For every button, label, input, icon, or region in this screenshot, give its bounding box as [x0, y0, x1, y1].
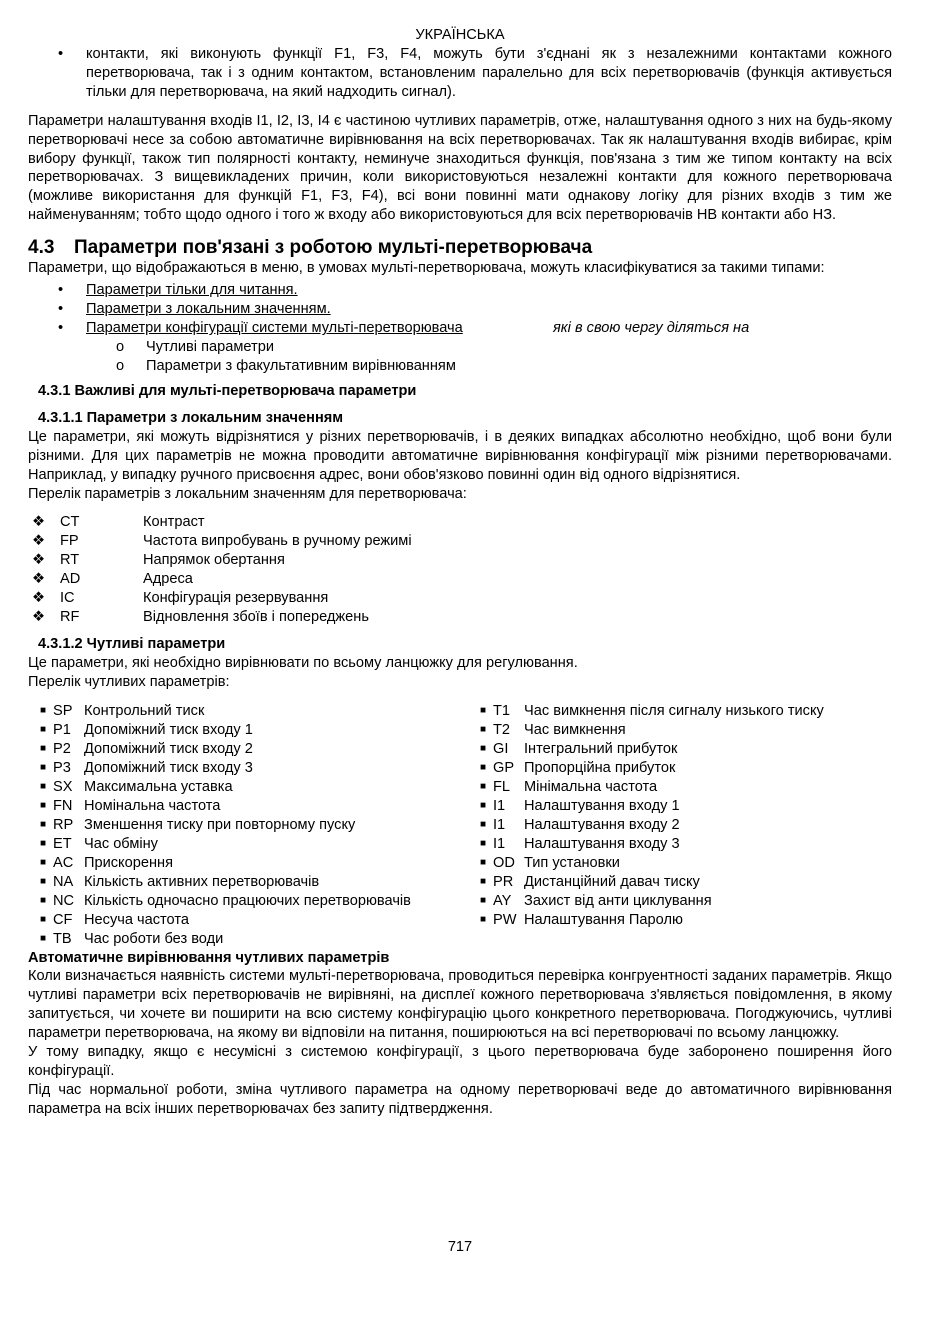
param-desc: Відновлення збоїв і попереджень — [143, 608, 369, 625]
list-item — [40, 740, 460, 759]
types-note: які в свою чергу діляться на — [553, 320, 750, 337]
param-desc: Дистанційний давач тиску — [524, 873, 700, 890]
param-code: RF — [60, 608, 80, 625]
type-multi-config: Параметри конфігурації системи мульті-перетворювача — [86, 320, 463, 337]
square-bullet-icon: ■ — [480, 837, 487, 849]
param-desc: Налаштування Паролю — [524, 911, 683, 928]
param-desc: Конфігурація резервування — [143, 589, 329, 606]
list-item — [40, 930, 460, 949]
param-desc: Частота випробувань в ручному режимі — [143, 532, 412, 549]
sensitive-params-list-intro: Перелік чутливих параметрів: — [28, 673, 230, 690]
bullet-icon: • — [58, 282, 64, 299]
auto-align-paragraph-3: Під час нормальної роботи, зміна чутливого параметра на одному перетворювачі веде до автоматичного вирівнювання параметра на всіх інших перетворювачах без запиту підтвердження. — [28, 1081, 892, 1117]
param-desc: Час вимкнення — [524, 721, 626, 738]
param-code: PR — [493, 873, 514, 890]
list-item — [40, 797, 460, 816]
param-desc: Пропорційна прибуток — [524, 759, 676, 776]
list-item — [480, 835, 900, 854]
list-item — [28, 589, 892, 608]
square-bullet-icon: ■ — [480, 742, 487, 754]
param-desc: Напрямок обертання — [143, 551, 285, 568]
param-code: P2 — [53, 740, 71, 757]
param-code: CT — [60, 513, 80, 530]
sensitive-params-paragraph: Це параметри, які необхідно вирівнювати по всьому ланцюжку для регулювання. — [28, 654, 578, 671]
param-code: T1 — [493, 702, 511, 719]
list-item — [28, 570, 892, 589]
param-code: GP — [493, 759, 515, 776]
list-item — [40, 759, 460, 778]
square-bullet-icon: ■ — [40, 818, 47, 830]
inputs-paragraph: Параметри налаштування входів I1, I2, I3, I4 є частиною чутливих параметрів, отже, налаштування одного з них на будь-якому перетворювачі несе за собою автоматичне вирівнювання на всіх перетворювачах. Так як налаштування входів вибирає, крім вибору функції, також тип полярності контакту, неминуче знаходиться функція, пов'язана з тим же типом контакту на всіх перетворювачах. З вищевикладених причин, коли використовуються незалежні контакти для кожного перетворювача (можливе використання для функцій F1, F3, F4), всі вони повинні мати однакову логіку для різних входів з тим же найменуванням; тобто щодо одного і того ж входу або використовуються для всіх перетворювачів НВ контакти або НЗ. — [28, 112, 892, 224]
param-desc: Час роботи без води — [84, 930, 224, 947]
param-desc: Мінімальна частота — [524, 778, 658, 795]
param-code: AD — [60, 570, 81, 587]
list-item — [480, 873, 900, 892]
list-item — [28, 532, 892, 551]
param-desc: Захист від анти циклування — [524, 892, 712, 909]
square-bullet-icon: ■ — [40, 913, 47, 925]
list-item — [28, 551, 892, 570]
param-code: OD — [493, 854, 515, 871]
section-intro: Параметри, що відображаються в меню, в умовах мульті-перетворювача, можуть класифікуватися за такими типами: — [28, 260, 825, 277]
square-bullet-icon: ■ — [480, 799, 487, 811]
param-code: I1 — [493, 835, 506, 852]
sensitive-params-left-column — [40, 702, 460, 949]
list-item — [480, 740, 900, 759]
param-code: NC — [53, 892, 75, 909]
param-code: FL — [493, 778, 511, 795]
bullet-icon: • — [58, 320, 64, 337]
list-item — [40, 721, 460, 740]
list-item — [40, 854, 460, 873]
list-item — [40, 873, 460, 892]
sensitive-params-right-column — [480, 702, 900, 930]
parameter-types-list — [28, 281, 892, 376]
list-item — [40, 702, 460, 721]
param-code: FN — [53, 797, 73, 814]
list-item — [480, 778, 900, 797]
list-item — [480, 892, 900, 911]
diamond-bullet-icon: ❖ — [32, 608, 46, 625]
param-desc: Максимальна уставка — [84, 778, 233, 795]
section-number: 4.3 — [28, 237, 55, 259]
list-item — [480, 911, 900, 930]
param-desc: Прискорення — [84, 854, 173, 871]
param-desc: Номінальна частота — [84, 797, 221, 814]
square-bullet-icon: ■ — [40, 875, 47, 887]
param-code: SP — [53, 702, 73, 719]
diamond-bullet-icon: ❖ — [32, 532, 46, 549]
square-bullet-icon: ■ — [480, 875, 487, 887]
list-item — [40, 778, 460, 797]
param-code: GI — [493, 740, 509, 757]
param-desc: Налаштування входу 2 — [524, 816, 680, 833]
square-bullet-icon: ■ — [480, 913, 487, 925]
diamond-bullet-icon: ❖ — [32, 513, 46, 530]
param-desc: Допоміжний тиск входу 1 — [84, 721, 253, 738]
list-item — [28, 608, 892, 627]
subsection-4-3-1-1-heading: 4.3.1.1 Параметри з локальним значенням — [38, 410, 344, 427]
subsection-4-3-1-heading: 4.3.1 Важливі для мульті-перетворювача параметри — [38, 383, 417, 400]
param-code: T2 — [493, 721, 511, 738]
square-bullet-icon: ■ — [40, 761, 47, 773]
param-code: I1 — [493, 816, 506, 833]
param-desc: Контрольний тиск — [84, 702, 205, 719]
sensitive-params-columns — [28, 702, 892, 949]
square-bullet-icon: ■ — [40, 742, 47, 754]
local-params-paragraph: Це параметри, які можуть відрізнятися у різних перетворювачів, і в деяких випадках абсолютно необхідно, щоб вони були різними. Для цих параметрів не можна проводити автоматичне вирівнювання конфігурації між різними перетворювачами. Наприклад, у випадку ручного присвоєння адрес, вони обов'язково повинні один від одного відрізнятися. — [28, 429, 892, 483]
param-desc: Допоміжний тиск входу 2 — [84, 740, 253, 757]
square-bullet-icon: ■ — [40, 932, 47, 944]
auto-align-title: Автоматичне вирівнювання чутливих параметрів — [28, 949, 390, 966]
section-title: Параметри пов'язані з роботою мульті-перетворювача — [74, 237, 593, 259]
param-code: I1 — [493, 797, 506, 814]
square-bullet-icon: ■ — [40, 837, 47, 849]
param-desc: Налаштування входу 1 — [524, 797, 680, 814]
param-code: FP — [60, 532, 79, 549]
param-desc: Час вимкнення після сигналу низького тиску — [524, 702, 824, 719]
square-bullet-icon: ■ — [40, 894, 47, 906]
param-code: CF — [53, 911, 73, 928]
bullet-icon: • — [58, 301, 64, 318]
square-bullet-icon: ■ — [480, 780, 487, 792]
square-bullet-icon: ■ — [40, 856, 47, 868]
list-item — [28, 281, 892, 300]
list-item — [40, 911, 460, 930]
square-bullet-icon: ■ — [480, 818, 487, 830]
square-bullet-icon: ■ — [40, 704, 47, 716]
list-item — [480, 702, 900, 721]
list-item — [480, 816, 900, 835]
list-item — [480, 854, 900, 873]
param-desc: Кількість активних перетворювачів — [84, 873, 320, 890]
page-number: 717 — [447, 1239, 473, 1255]
square-bullet-icon: ■ — [480, 761, 487, 773]
circle-bullet-icon: o — [116, 358, 125, 375]
document-page — [28, 0, 892, 1255]
param-code: AC — [53, 854, 74, 871]
param-desc: Кількість одночасно працюючих перетворювачів — [84, 892, 411, 909]
param-code: PW — [493, 911, 517, 928]
auto-align-paragraph-2: У тому випадку, якщо є несумісні з системою конфігурації, з цього перетворювача буде заборонено поширення його конфігурації. — [28, 1044, 892, 1079]
list-item — [40, 835, 460, 854]
square-bullet-icon: ■ — [40, 723, 47, 735]
subtype-sensitive: Чутливі параметри — [146, 339, 274, 356]
param-code: RP — [53, 816, 74, 833]
type-local-value: Параметри з локальним значенням. — [86, 301, 331, 318]
list-item — [480, 721, 900, 740]
param-desc: Допоміжний тиск входу 3 — [84, 759, 253, 776]
sub-list-item — [28, 357, 892, 376]
list-item — [28, 513, 892, 532]
param-code: RT — [60, 551, 80, 568]
param-code: ET — [53, 835, 72, 852]
list-item — [480, 759, 900, 778]
list-item — [40, 892, 460, 911]
circle-bullet-icon: o — [116, 339, 125, 356]
param-code: AY — [493, 892, 512, 909]
param-code: NA — [53, 873, 74, 890]
intro-bullet — [28, 45, 892, 102]
list-item — [28, 319, 892, 338]
param-code: P3 — [53, 759, 71, 776]
diamond-bullet-icon: ❖ — [32, 570, 46, 587]
square-bullet-icon: ■ — [480, 894, 487, 906]
param-desc: Тип установки — [524, 854, 620, 871]
intro-bullet-text: контакти, які виконують функції F1, F3, F4, можуть бути з'єднані як з незалежними контактами кожного перетворювача, так і з одним контактом, встановленим паралельно для всіх перетворювачів (функція активується тільки для перетворювача, на який надходить сигнал). — [86, 46, 892, 100]
list-item — [28, 300, 892, 319]
param-desc: Налаштування входу 3 — [524, 835, 680, 852]
list-item — [480, 797, 900, 816]
param-code: IC — [60, 589, 75, 606]
diamond-bullet-icon: ❖ — [32, 589, 46, 606]
bullet-icon: • — [58, 46, 64, 62]
param-desc: Контраст — [143, 513, 205, 530]
square-bullet-icon: ■ — [40, 780, 47, 792]
page-header: УКРАЇНСЬКА — [415, 27, 505, 43]
section-heading — [28, 237, 892, 259]
param-code: SX — [53, 778, 73, 795]
param-desc: Зменшення тиску при повторному пуску — [84, 816, 356, 833]
square-bullet-icon: ■ — [40, 799, 47, 811]
local-params-list — [28, 513, 892, 627]
param-desc: Інтегральний прибуток — [524, 740, 678, 757]
square-bullet-icon: ■ — [480, 856, 487, 868]
sub-list-item — [28, 338, 892, 357]
param-code: P1 — [53, 721, 71, 738]
list-item — [40, 816, 460, 835]
subtype-optional: Параметри з факультативним вирівнюванням — [146, 358, 456, 375]
auto-align-paragraph-1: Коли визначається наявність системи мульті-перетворювача, проводиться перевірка конгруентності заданих параметрів. Якщо чутливі параметри всіх перетворювачів не вирівняні, на дисплеї кожного перетворювача з'являється повідомлення, в якому запитується, чи хочете ви поширити на всю систему конфігурацію цього конкретного перетворювача. Погоджуючись, чутливі параметри перетворювача, на якому ви відповіли на питання, поширюються на всі перетворювачі по всьому ланцюжку. — [28, 968, 892, 1042]
diamond-bullet-icon: ❖ — [32, 551, 46, 568]
subsection-4-3-1-2-heading: 4.3.1.2 Чутливі параметри — [38, 635, 226, 652]
param-desc: Адреса — [143, 570, 193, 587]
param-desc: Час обміну — [84, 835, 158, 852]
param-code: TB — [53, 930, 72, 947]
param-desc: Несуча частота — [84, 911, 189, 928]
local-params-list-intro: Перелік параметрів з локальним значенням для перетворювача: — [28, 485, 467, 502]
square-bullet-icon: ■ — [480, 723, 487, 735]
type-read-only: Параметри тільки для читання. — [86, 282, 298, 299]
square-bullet-icon: ■ — [480, 704, 487, 716]
